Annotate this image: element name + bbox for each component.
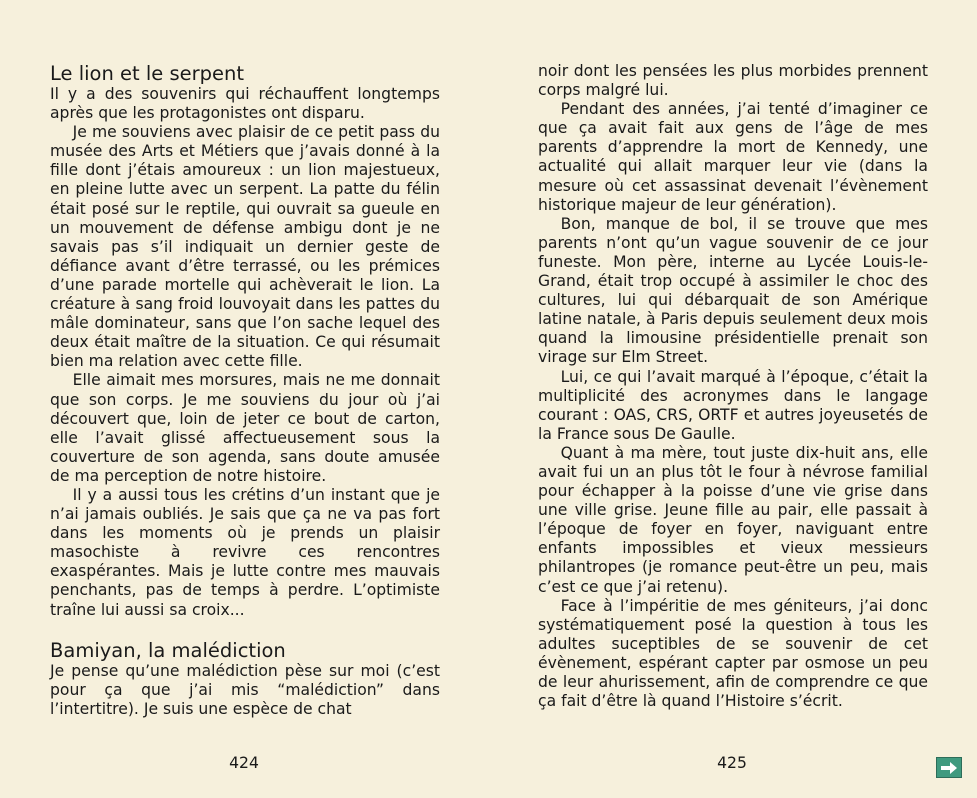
paragraph: Il y a des souvenirs qui réchauffent longtemps après que les protagonistes ont disparu. xyxy=(50,85,440,123)
next-page-button[interactable] xyxy=(936,757,962,778)
paragraph: Quant à ma mère, tout juste dix-huit ans, elle avait fui un an plus tôt le four à névrose familial pour échapper à la poisse d’une vie grise dans une ville grise. Jeune fille au pair, elle passait à l’époque de foyer en foyer, naviguant entre enfants impossibles et vieux messieurs philantropes (je romance peut-être un peu, mais c’est ce que j’ai retenu). xyxy=(538,443,928,596)
left-page xyxy=(50,62,440,719)
paragraph: Bon, manque de bol, il se trouve que mes parents n’ont qu’un vague souvenir de ce jour funeste. Mon père, interne au Lycée Louis-le-Grand, était trop occupé à assimiler le choc des cultures, lui qui débarquait de son Amérique latine natale, à Paris depuis seulement deux mois quand la limousine présidentielle prenait son virage sur Elm Street. xyxy=(538,214,928,367)
paragraph: Elle aimait mes morsures, mais ne me donnait que son corps. Je me souviens du jour où j’ai découvert que, loin de jeter ce bout de carton, elle l’avait glissé affectueusement sous la couverture de son agenda, sans doute amusée de ma perception de notre histoire. xyxy=(50,371,440,485)
paragraph: Lui, ce qui l’avait marqué à l’époque, c’était la multiplicité des acronymes dans le langage courant : OAS, CRS, ORTF et autres joyeusetés de la France sous De Gaulle. xyxy=(538,367,928,443)
paragraph: Il y a aussi tous les crétins d’un instant que je n’ai jamais oubliés. Je sais que ça ne va pas fort dans les moments où je prends un plaisir masochiste à revivre ces rencontres exaspérantes. Mais je lutte contre mes mauvais penchants, pas de temps à perdre. L’optimiste traîne lui aussi sa croix... xyxy=(50,485,440,619)
section-title-lion-serpent: Le lion et le serpent xyxy=(50,62,245,85)
right-page xyxy=(538,62,928,711)
section-title-bamiyan: Bamiyan, la malédiction xyxy=(50,638,286,662)
paragraph: noir dont les pensées les plus morbides prennent corps malgré lui. xyxy=(538,62,928,100)
paragraph: Pendant des années, j’ai tenté d’imaginer ce que ça avait fait aux gens de l’âge de mes parents d’apprendre la mort de Kennedy, une actualité qui allait marquer leur vie (dans la mesure où cet assassinat devenait l’évènement historique majeur de leur génération). xyxy=(538,100,928,214)
paragraph: Je me souviens avec plaisir de ce petit pass du musée des Arts et Métiers que j’avais donné à la fille dont j’étais amoureux : un lion majestueux, en pleine lutte avec un serpent. La patte du félin était posé sur le reptile, qui ouvrait sa gueule en un mouvement de défense ambigu dont je ne savais pas s’il indiquait un dernier geste de défiance avant d’être terrassé, ou les prémices d’une parade mortelle qui achèverait le lion. La créature à sang froid louvoyait dans les pattes du mâle dominateur, sans que l’on sache lequel des deux était maître de la situation. Ce qui résumait bien ma relation avec cette fille. xyxy=(50,123,440,371)
page-number-left: 424 xyxy=(229,754,259,772)
page-number-right: 425 xyxy=(717,754,747,772)
arrow-right-icon xyxy=(940,761,958,775)
paragraph: Face à l’impéritie de mes géniteurs, j’ai donc systématiquement posé la question à tous les adultes suceptibles de se souvenir de cet évènement, espérant capter par osmose un peu de leur ahurissement, afin de comprendre ce que ça fait d’être là quand l’Histoire s’écrit. xyxy=(538,596,928,711)
paragraph: Je pense qu’une malédiction pèse sur moi (c’est pour ça que j’ai mis “malédiction” dans l’intertitre). Je suis une espèce de chat xyxy=(50,661,440,718)
